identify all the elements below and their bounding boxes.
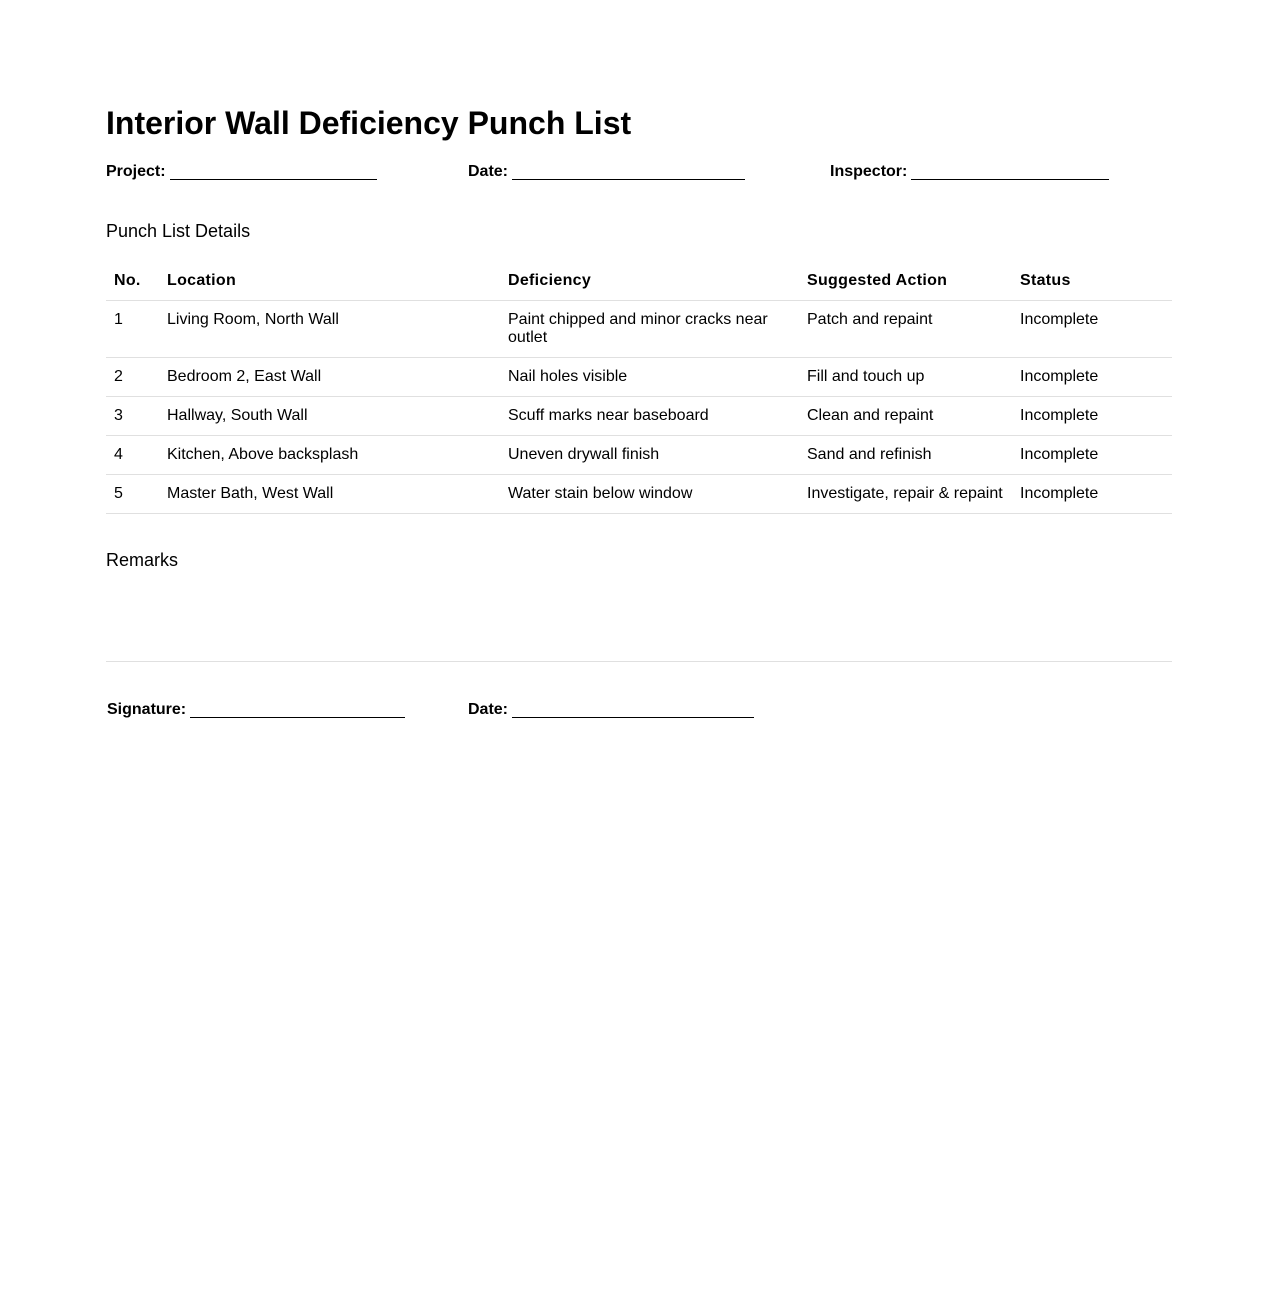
row-deficiency: Water stain below window [500,475,799,514]
document-title: Interior Wall Deficiency Punch List [106,105,632,141]
row-location: Living Room, North Wall [159,301,500,358]
row-status: Incomplete [1012,475,1172,514]
column-header-no: No. [106,262,159,301]
table-row [106,358,1172,397]
row-number: 5 [106,475,159,514]
row-number: 4 [106,436,159,475]
signature-blank-line[interactable] [190,701,405,718]
row-deficiency: Nail holes visible [500,358,799,397]
row-deficiency: Uneven drywall finish [500,436,799,475]
footer-date-label: Date: [468,701,509,718]
row-suggested-action: Patch and repaint [799,301,1012,358]
date-blank-line[interactable] [512,163,745,180]
date-field [468,162,745,182]
row-number: 1 [106,301,159,358]
row-deficiency: Scuff marks near baseboard [500,397,799,436]
row-location: Hallway, South Wall [159,397,500,436]
table-header-row [106,262,1172,301]
table-row [106,397,1172,436]
footer-date-blank-line[interactable] [512,701,754,718]
table-row [106,301,1172,358]
project-field [106,162,377,182]
inspector-label: Inspector: [830,163,908,180]
column-header-suggested-action: Suggested Action [799,262,1012,301]
row-status: Incomplete [1012,436,1172,475]
row-status: Incomplete [1012,301,1172,358]
table-row [106,436,1172,475]
row-suggested-action: Clean and repaint [799,397,1012,436]
inspector-blank-line[interactable] [911,163,1109,180]
table-row [106,475,1172,514]
row-suggested-action: Investigate, repair & repaint [799,475,1012,514]
footer-date-field [468,700,754,720]
column-header-location: Location [159,262,500,301]
row-suggested-action: Fill and touch up [799,358,1012,397]
inspector-field [830,162,1109,182]
row-location: Kitchen, Above backsplash [159,436,500,475]
row-status: Incomplete [1012,358,1172,397]
signature-label: Signature: [107,701,187,718]
date-label: Date: [468,163,509,180]
row-suggested-action: Sand and refinish [799,436,1012,475]
row-number: 2 [106,358,159,397]
row-number: 3 [106,397,159,436]
project-blank-line[interactable] [170,163,377,180]
punch-list-table [106,262,1172,514]
project-label: Project: [106,163,166,180]
row-status: Incomplete [1012,397,1172,436]
column-header-status: Status [1012,262,1172,301]
signature-field [107,700,405,720]
remarks-section-title: Remarks [106,550,179,570]
row-location: Bedroom 2, East Wall [159,358,500,397]
row-deficiency: Paint chipped and minor cracks near outlet [500,301,799,358]
column-header-deficiency: Deficiency [500,262,799,301]
punch-list-section-title: Punch List Details [106,221,251,241]
row-location: Master Bath, West Wall [159,475,500,514]
remarks-divider [106,661,1172,662]
